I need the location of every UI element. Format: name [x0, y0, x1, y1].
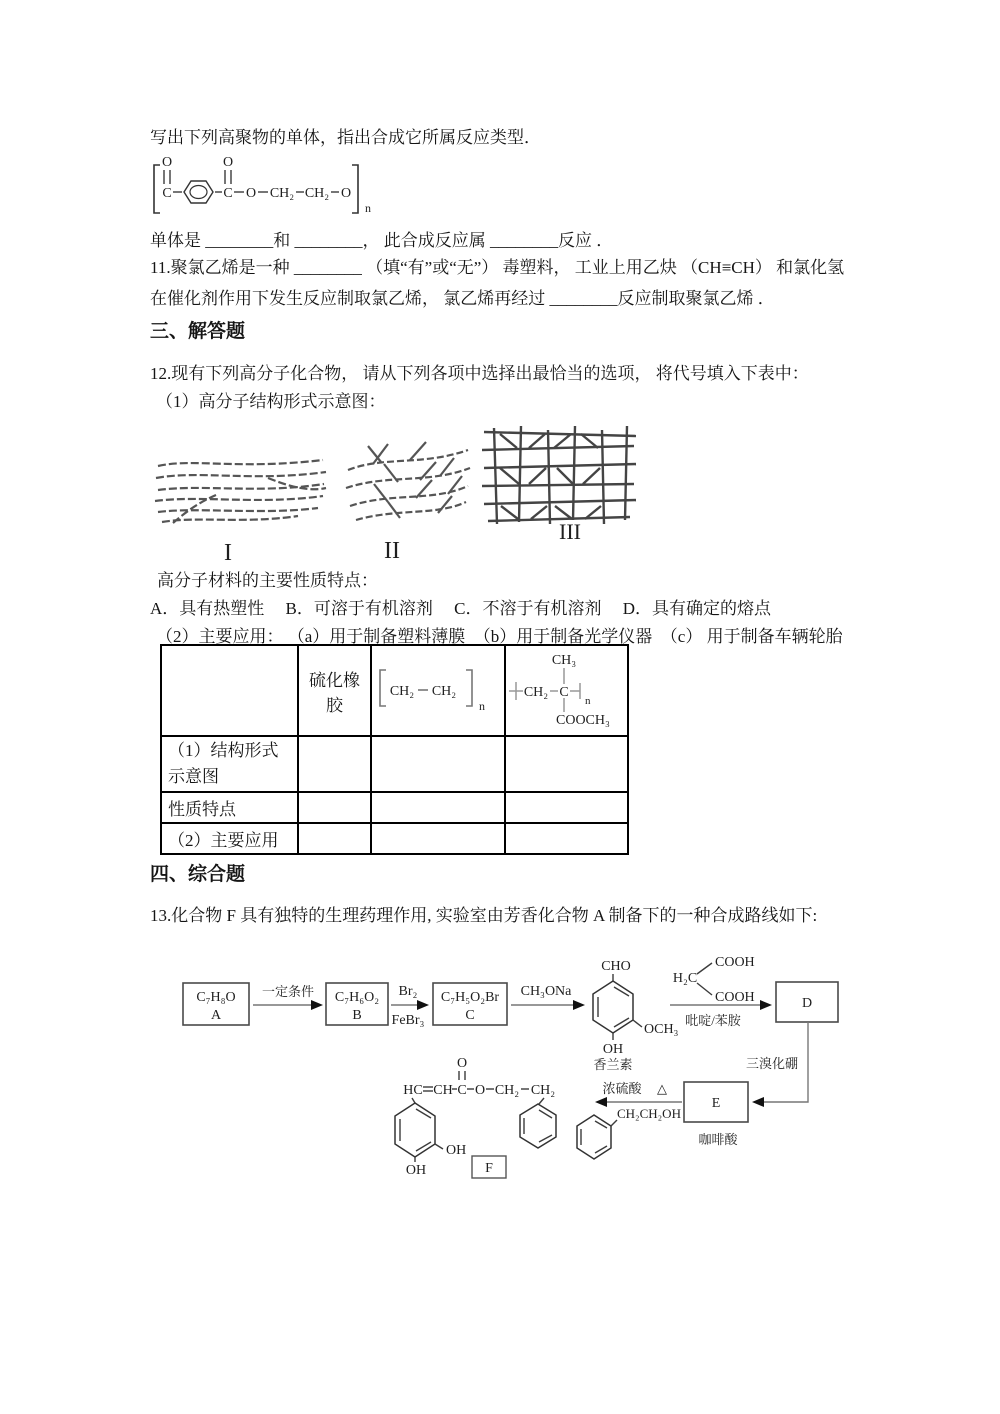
- crosslinked-polymer-sketch: [482, 426, 636, 524]
- reagent-bbr3: 三溴化硼: [746, 1056, 799, 1071]
- group-oh: OH: [446, 1143, 467, 1158]
- group-cho: CHO: [601, 959, 631, 974]
- q12-options: A．具有热塑性 B．可溶于有机溶剂 C．不溶于有机溶剂 D．具有确定的熔点: [150, 599, 771, 618]
- compound-f-structure: [395, 1056, 556, 1178]
- synthesis-route-diagram: [150, 932, 880, 1202]
- table-row: [161, 736, 628, 792]
- polyethylene-structure: [372, 646, 504, 730]
- arrow-right-icon: [573, 1000, 585, 1010]
- sketch-label-1: I: [224, 540, 232, 566]
- pmma-structure: [506, 646, 627, 730]
- section-3-heading: 三、解答题: [150, 321, 246, 342]
- group-cooch3: COOCH₃: [556, 713, 610, 728]
- sketch-label-3: III: [559, 519, 581, 544]
- atom-c: C: [223, 186, 233, 201]
- group-ch: CH: [433, 1083, 453, 1098]
- atom-o: O: [474, 1083, 486, 1098]
- condition-4-label: 吡啶/苯胺: [685, 1013, 741, 1028]
- subscript-n: n: [585, 695, 591, 707]
- atom-o: O: [456, 1056, 468, 1071]
- vanillin-name: 香兰素: [593, 1057, 633, 1072]
- compound-b-label: B: [352, 1008, 362, 1023]
- q12-props-title: 高分子材料的主要性质特点：: [157, 571, 378, 590]
- q13-intro: 13.化合物 F 具有独特的生理药理作用, 实验室由芳香化合物 A 制备下的一种合成路线如下:: [150, 906, 818, 925]
- subscript-n: n: [365, 201, 371, 215]
- arrow-left-icon: [752, 1097, 764, 1107]
- header-polyethylene-cell: [371, 645, 505, 736]
- atom-o: O: [340, 186, 352, 201]
- sketch-label-2: II: [384, 538, 400, 564]
- phenylethanol-structure: [577, 1106, 681, 1159]
- group-och3: OCH₃: [644, 1022, 679, 1037]
- section-4-heading: 四、综合题: [150, 864, 246, 885]
- arrow-right-icon: [417, 1000, 429, 1010]
- compound-b-formula: C₇H₆O₂: [334, 990, 380, 1005]
- atom-o: O: [222, 155, 234, 170]
- header-rubber-cell: 硫化橡胶: [298, 645, 371, 736]
- compound-c-formula: C₇H₅O₂Br: [440, 990, 500, 1005]
- group-cooh: COOH: [715, 990, 755, 1005]
- group-ch2ch2oh: CH₂CH₂OH: [617, 1106, 681, 1121]
- vanillin-structure: [593, 959, 679, 1072]
- table-row: [161, 792, 628, 823]
- group-h2c: H₂C: [672, 971, 698, 986]
- answer-cell: [298, 823, 371, 854]
- condition-1-label: 一定条件: [261, 984, 315, 999]
- compound-c-label: C: [465, 1008, 475, 1023]
- q11-line1: 11.聚氯乙烯是一种 ________ （填“有”或“无”） 毒塑料， 工业上用乙炔 （CH≡CH） 和氯化氢: [150, 258, 845, 277]
- group-ch2: CH₂: [431, 684, 457, 699]
- compound-a-formula: C₇H₈O: [196, 990, 236, 1005]
- heat-symbol: △: [657, 1081, 667, 1096]
- q10-prompt: 写出下列高聚物的单体，指出合成它所属反应类型．: [150, 128, 541, 147]
- atom-o: O: [245, 186, 257, 201]
- group-ch2: CH₂: [389, 684, 415, 699]
- reagent-ch3ona: CH₃ONa: [520, 984, 572, 999]
- answer-cell: [298, 736, 371, 792]
- subscript-n: n: [479, 699, 485, 713]
- q11-line2: 在催化剂作用下发生反应制取氯乙烯， 氯乙烯再经过 ________反应制取聚氯乙烯 ．: [150, 289, 775, 308]
- bracket-left: [154, 165, 160, 213]
- group-ch3: CH₃: [551, 653, 577, 668]
- table-row: [161, 823, 628, 854]
- linear-polymer-sketch: [155, 460, 326, 523]
- group-hc: HC: [403, 1083, 423, 1098]
- q12-intro: 12.现有下列高分子化合物， 请从下列各项中选择出最恰当的选项， 将代号填入下表中：: [150, 364, 809, 383]
- arrow-right-icon: [311, 1000, 323, 1010]
- group-ch2: CH₂: [530, 1083, 556, 1098]
- answer-cell: [505, 823, 628, 854]
- row-label-properties: 性质特点: [161, 792, 298, 823]
- group-ch2: CH₂: [523, 685, 549, 700]
- compound-a-label: A: [210, 1008, 222, 1023]
- caffeic-acid-name: 咖啡酸: [698, 1132, 738, 1147]
- bracket-right: [352, 165, 358, 213]
- polymer-sketches: [148, 418, 648, 568]
- row-label-applications: （2）主要应用: [161, 823, 298, 854]
- header-empty-cell: [161, 645, 298, 736]
- header-pmma-cell: [505, 645, 628, 736]
- answer-cell: [371, 736, 505, 792]
- compound-d-label: D: [801, 996, 813, 1011]
- polyester-structure: [148, 148, 380, 224]
- group-ch2: CH₂: [494, 1083, 520, 1098]
- answer-cell: [371, 792, 505, 823]
- group-cooh: COOH: [715, 955, 755, 970]
- reagent-br2: Br₂: [398, 984, 418, 999]
- atom-c: C: [162, 186, 172, 201]
- reagent-febr3: FeBr₃: [391, 1013, 425, 1028]
- q12-answer-table: [160, 644, 629, 855]
- q12-sub1: （1）高分子结构形式示意图：: [156, 392, 386, 411]
- q10-blanks-line: 单体是 ________和 ________， 此合成反应属 ________反应 ．: [150, 231, 614, 250]
- answer-cell: [505, 736, 628, 792]
- compound-e-label: E: [711, 1096, 721, 1111]
- answer-cell: [371, 823, 505, 854]
- compound-f-label: F: [485, 1161, 493, 1176]
- answer-cell: [298, 792, 371, 823]
- arrow-left-icon: [595, 1097, 607, 1107]
- benzene-ring: [184, 181, 213, 203]
- answer-cell: [505, 792, 628, 823]
- condition-6-label: 浓硫酸: [602, 1081, 642, 1096]
- table-header-row: [161, 645, 628, 736]
- group-oh: OH: [405, 1163, 427, 1178]
- arrow-right-icon: [760, 1000, 772, 1010]
- atom-c: C: [457, 1083, 467, 1098]
- group-ch2: CH₂: [304, 186, 330, 201]
- group-ch2: CH₂: [269, 186, 295, 201]
- row-label-structure: （1）结构形式示意图: [161, 736, 298, 792]
- branched-polymer-sketch: [346, 442, 470, 520]
- q12-apps: （2）主要应用： （a）用于制备塑料薄膜 （b）用于制备光学仪器 （c） 用于制备车辆轮胎: [156, 627, 843, 646]
- group-oh: OH: [602, 1042, 624, 1057]
- malonic-acid-structure: [673, 955, 755, 1005]
- atom-c: C: [559, 685, 569, 700]
- atom-o: O: [161, 155, 173, 170]
